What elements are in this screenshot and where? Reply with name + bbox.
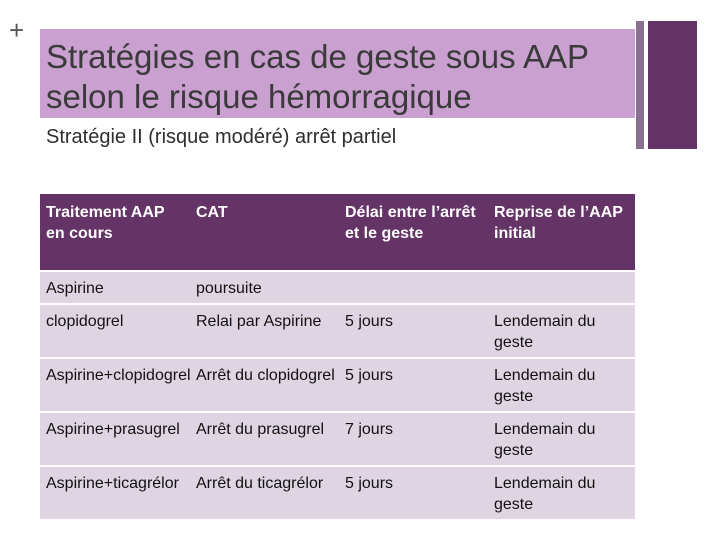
cell-cat: Relai par Aspirine <box>190 304 339 358</box>
header-traitement: Traitement AAP en cours <box>40 194 190 271</box>
cell-cat: poursuite <box>190 271 339 304</box>
cell-reprise: Lendemain du geste <box>488 304 635 358</box>
table-header-row <box>40 194 635 271</box>
header-delai: Délai entre l’arrêt et le geste <box>339 194 488 271</box>
cell-reprise: Lendemain du geste <box>488 358 635 412</box>
cell-reprise: Lendemain du geste <box>488 466 635 520</box>
table-row <box>40 466 635 520</box>
cell-delai: 5 jours <box>339 304 488 358</box>
plus-icon: + <box>9 15 25 45</box>
cell-cat: Arrêt du prasugrel <box>190 412 339 466</box>
header-reprise: Reprise de l’AAP initial <box>488 194 635 271</box>
cell-delai: 7 jours <box>339 412 488 466</box>
table-row <box>40 358 635 412</box>
cell-traitement: Aspirine+ticagrélor <box>40 466 190 520</box>
cell-cat: Arrêt du ticagrélor <box>190 466 339 520</box>
cell-traitement: Aspirine+clopidogrel <box>40 358 190 412</box>
cell-reprise <box>488 271 635 304</box>
cell-reprise: Lendemain du geste <box>488 412 635 466</box>
header-cat: CAT <box>190 194 339 271</box>
cell-traitement: clopidogrel <box>40 304 190 358</box>
cell-delai <box>339 271 488 304</box>
cell-traitement: Aspirine <box>40 271 190 304</box>
accent-bar-thin <box>636 21 644 149</box>
cell-traitement: Aspirine+prasugrel <box>40 412 190 466</box>
table-row <box>40 271 635 304</box>
page-title: Stratégies en cas de geste sous AAP selon le risque hémorragique <box>46 38 589 115</box>
cell-delai: 5 jours <box>339 358 488 412</box>
strategy-table <box>40 194 635 521</box>
page-subtitle: Stratégie II (risque modéré) arrêt partiel <box>46 126 397 148</box>
table-row <box>40 412 635 466</box>
table-row <box>40 304 635 358</box>
cell-cat: Arrêt du clopidogrel <box>190 358 339 412</box>
accent-bar <box>648 21 697 149</box>
cell-delai: 5 jours <box>339 466 488 520</box>
